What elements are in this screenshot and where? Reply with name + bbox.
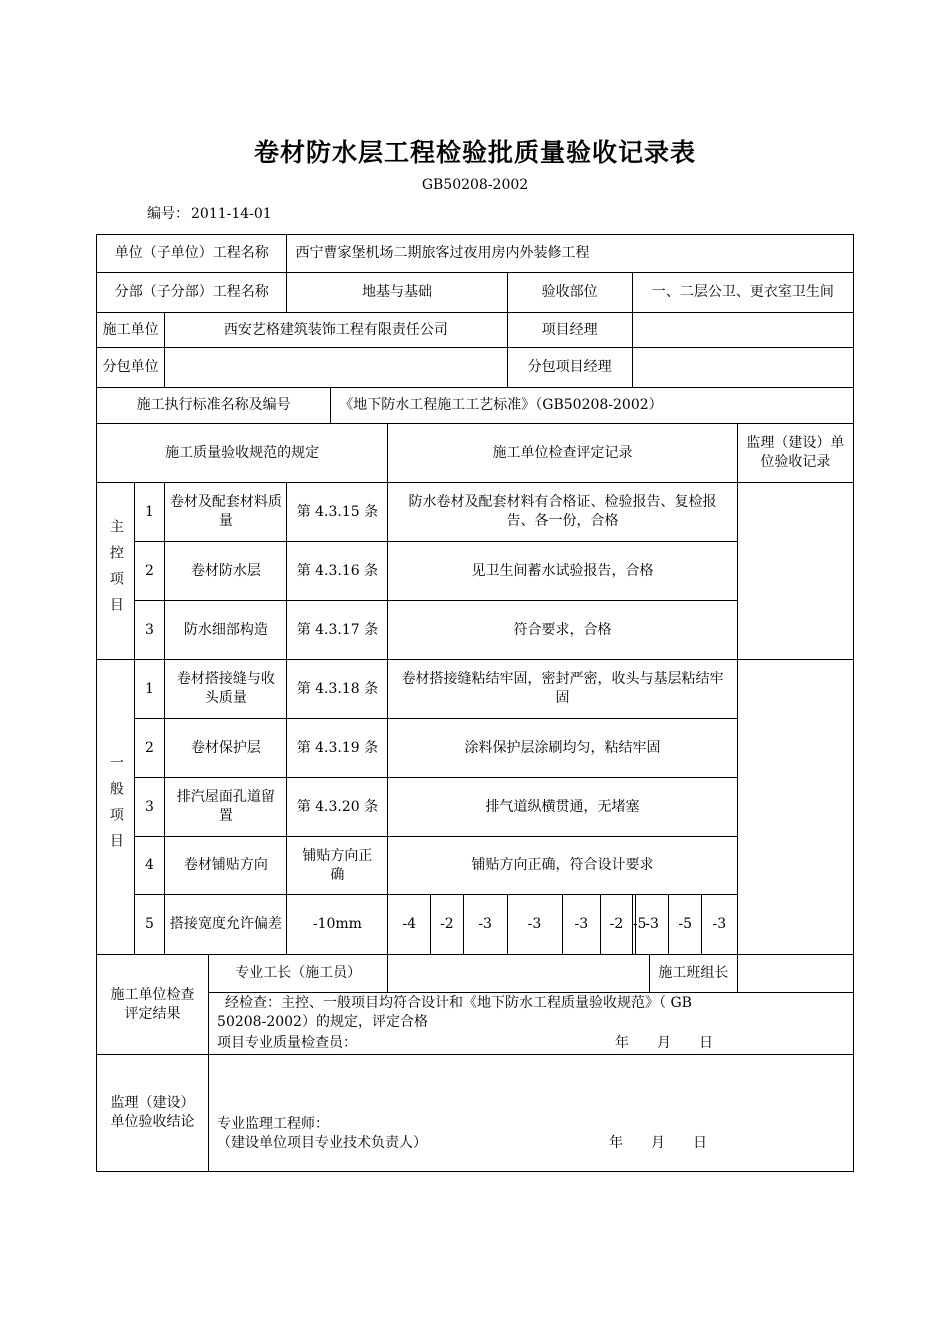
item-record: 卷材搭接缝粘结牢固，密封严密，收头与基层粘结牢固 (388, 660, 737, 719)
standard-label: 施工执行标准名称及编号 (97, 388, 331, 424)
item-clause: 第 4.3.20 条 (287, 778, 388, 837)
item-number: 3 (134, 778, 165, 837)
deviation-value: -4 (388, 895, 431, 955)
item-number: 5 (134, 895, 165, 955)
main-items-supervisor-record (737, 483, 853, 660)
supervisor-eval-date: 年 月 日 (609, 1135, 708, 1151)
team-leader-value (737, 955, 853, 993)
conclusion-line-2: 50208-2002）的规定，评定合格 (217, 1014, 428, 1030)
conclusion-line-1: 经检查：主控、一般项目均符合设计和《地下防水工程质量验收规范》（ GB (225, 995, 692, 1011)
contractor-eval-conclusion (209, 993, 854, 1055)
foreman-label: 专业工长（施工员） (209, 955, 388, 993)
subdivision-value: 地基与基础 (287, 273, 507, 313)
item-clause: 第 4.3.19 条 (287, 719, 388, 778)
item-record: 符合要求，合格 (388, 601, 737, 660)
unit-project-label: 单位（子单位）工程名称 (97, 235, 287, 273)
sub-project-manager-value (632, 348, 853, 388)
item-name: 排汽屋面孔道留置 (165, 778, 287, 837)
contractor-eval-label: 施工单位检查评定结果 (97, 955, 209, 1055)
item-clause: 第 4.3.17 条 (287, 601, 388, 660)
deviation-value: -2 (431, 895, 464, 955)
spec-column-header: 施工质量验收规范的规定 (97, 424, 388, 483)
contractor-value: 西安艺格建筑装饰工程有限责任公司 (165, 313, 507, 348)
project-manager-label: 项目经理 (507, 313, 632, 348)
subcontractor-value (165, 348, 507, 388)
supervisor-eval-label: 监理（建设）单位验收结论 (97, 1055, 209, 1172)
subcontractor-label: 分包单位 (97, 348, 165, 388)
item-name: 搭接宽度允许偏差 (165, 895, 287, 955)
sub-project-manager-label: 分包项目经理 (507, 348, 632, 388)
item-record: 排气道纵横贯通，无堵塞 (388, 778, 737, 837)
deviation-value: -3 (507, 895, 562, 955)
unit-project-value: 西宁曹家堡机场二期旅客过夜用房内外装修工程 (287, 235, 854, 273)
owner-representative-label: （建设单位项目专业技术负责人） (217, 1135, 428, 1151)
item-number: 1 (134, 660, 165, 719)
serial-value: 2011-14-01 (191, 206, 272, 222)
item-clause: 铺贴方向正确 (287, 837, 388, 895)
item-number: 4 (134, 837, 165, 895)
item-number: 3 (134, 601, 165, 660)
contractor-eval-date: 年 月 日 (615, 1035, 714, 1051)
contractor-label: 施工单位 (97, 313, 165, 348)
project-manager-value (632, 313, 853, 348)
deviation-value: -3 (463, 895, 507, 955)
supervising-engineer-label: 专业监理工程师： (217, 1116, 330, 1132)
item-clause: 第 4.3.16 条 (287, 542, 388, 601)
main-items-group-label: 主控项目 (97, 483, 135, 660)
acceptance-part-label: 验收部位 (507, 273, 632, 313)
inspection-record-table (96, 234, 854, 1172)
item-number: 2 (134, 542, 165, 601)
standard-code: GB50208-2002 (421, 177, 529, 193)
item-clause: 第 4.3.15 条 (287, 483, 388, 542)
item-name: 卷材搭接缝与收头质量 (165, 660, 287, 719)
item-record: 见卫生间蓄水试验报告，合格 (388, 542, 737, 601)
item-number: 2 (134, 719, 165, 778)
general-items-group-label: 一般项目 (97, 660, 135, 955)
record-column-header: 施工单位检查评定记录 (388, 424, 737, 483)
deviation-value: -5 (632, 895, 635, 955)
subdivision-label: 分部（子分部）工程名称 (97, 273, 287, 313)
item-name: 卷材保护层 (165, 719, 287, 778)
item-name: 卷材及配套材料质量 (165, 483, 287, 542)
deviation-value: -2 (601, 895, 633, 955)
team-leader-label: 施工班组长 (650, 955, 738, 993)
standard-value: 《地下防水工程施工工艺标准》（GB50208-2002） (331, 388, 854, 424)
item-record: 铺贴方向正确，符合设计要求 (388, 837, 737, 895)
item-clause: -10mm (287, 895, 388, 955)
serial-number (145, 203, 272, 223)
item-record: 防水卷材及配套材料有合格证、检验报告、复检报告、各一份，合格 (388, 483, 737, 542)
deviation-value: -3 (562, 895, 601, 955)
page-title: 卷材防水层工程检验批质量验收记录表 (253, 138, 696, 167)
deviation-value: -3 (702, 895, 738, 955)
supervisor-eval-conclusion (209, 1055, 854, 1172)
item-name: 防水细部构造 (165, 601, 287, 660)
general-items-supervisor-record (737, 660, 853, 955)
serial-label: 编号： (147, 206, 189, 222)
item-name: 卷材防水层 (165, 542, 287, 601)
acceptance-part-value: 一、二层公卫、更衣室卫生间 (632, 273, 853, 313)
quality-inspector-label: 项目专业质量检查员： (217, 1035, 358, 1051)
foreman-value (388, 955, 650, 993)
deviation-value: -5 (669, 895, 702, 955)
supervisor-column-header: 监理（建设）单位验收记录 (737, 424, 853, 483)
item-clause: 第 4.3.18 条 (287, 660, 388, 719)
item-number: 1 (134, 483, 165, 542)
item-record: 涂料保护层涂刷均匀，粘结牢固 (388, 719, 737, 778)
item-name: 卷材铺贴方向 (165, 837, 287, 895)
deviation-value: -3 (635, 895, 669, 955)
